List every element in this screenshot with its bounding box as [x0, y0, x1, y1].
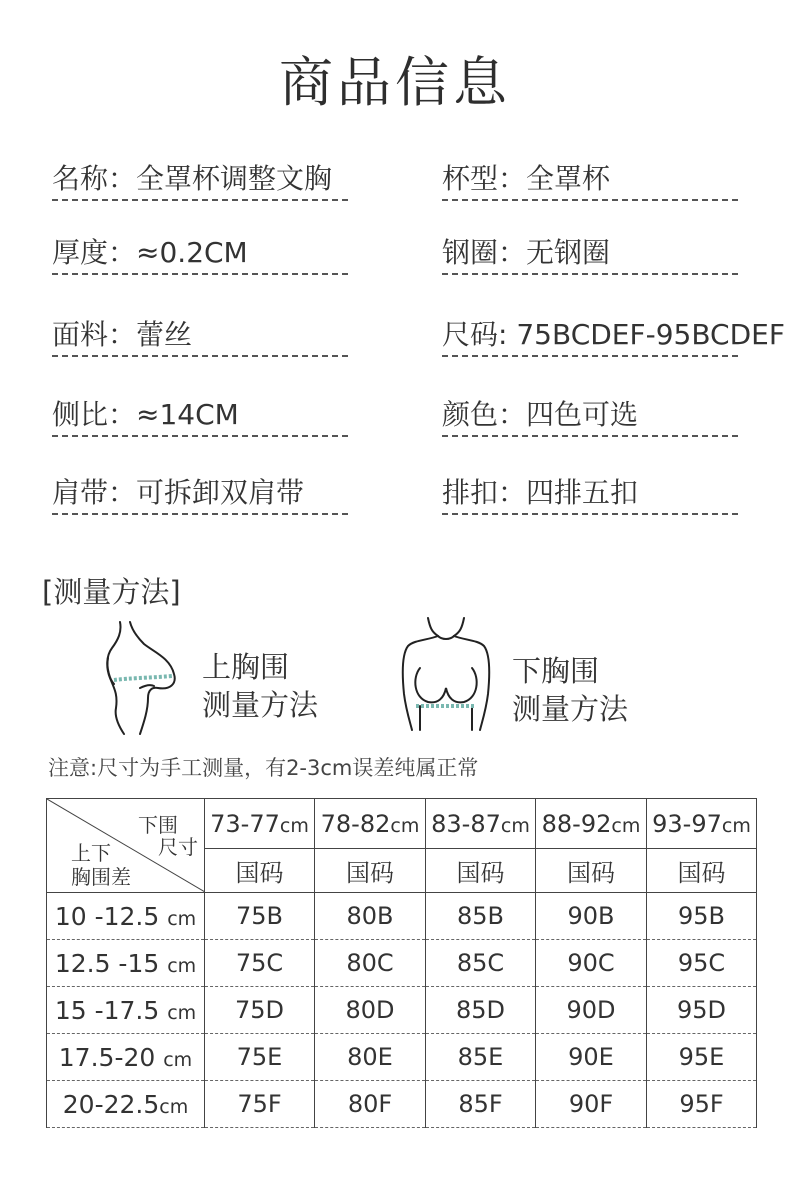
- size-cell: 95D: [647, 987, 757, 1034]
- corner-under-label: 下围: [138, 813, 178, 837]
- field-fabric: [52, 313, 348, 357]
- size-cell: 80B: [315, 893, 426, 940]
- column-range: [426, 799, 536, 849]
- range-unit: cm: [721, 814, 751, 837]
- field-name: [52, 157, 348, 201]
- table-row: [47, 1034, 757, 1081]
- row-diff: [47, 893, 205, 940]
- size-cell: 75B: [205, 893, 315, 940]
- range-unit: cm: [500, 814, 530, 837]
- column-code: 国码: [315, 849, 426, 893]
- diff-unit: cm: [167, 907, 197, 930]
- field-label: 肩带：: [52, 476, 137, 509]
- diff-unit: cm: [163, 1048, 193, 1071]
- lower-bust-label: [512, 652, 628, 728]
- field-label: 面料：: [52, 318, 137, 351]
- row-diff: [47, 987, 205, 1034]
- size-cell: 90D: [536, 987, 647, 1034]
- size-cell: 75C: [205, 940, 315, 987]
- size-cell: 75F: [205, 1081, 315, 1128]
- diff-unit: cm: [159, 1095, 189, 1118]
- corner-size-label: 尺寸: [158, 835, 198, 859]
- size-cell: 95C: [647, 940, 757, 987]
- table-row: [47, 893, 757, 940]
- field-label: 名称：: [52, 162, 137, 195]
- column-code: 国码: [205, 849, 315, 893]
- upper-bust-line2: 测量方法: [202, 688, 319, 722]
- table-row: [47, 1081, 757, 1128]
- field-hooks: [442, 471, 738, 515]
- size-cell: 95E: [647, 1034, 757, 1081]
- field-side: [52, 393, 348, 437]
- field-wire: [442, 231, 738, 275]
- column-code: 国码: [426, 849, 536, 893]
- upper-bust-label: [202, 648, 318, 724]
- size-cell: 85B: [426, 893, 536, 940]
- diff-value: 10 -12.5: [54, 901, 160, 931]
- table-corner-cell: [47, 799, 205, 893]
- diff-value: 17.5-20: [58, 1042, 156, 1072]
- lower-bust-figure-icon: [398, 614, 494, 732]
- field-value: 四排五扣: [526, 476, 639, 509]
- field-thickness: [52, 231, 348, 275]
- page-title: 商品信息: [279, 51, 511, 114]
- diff-value: 15 -17.5: [54, 995, 160, 1025]
- field-cup-type: [442, 157, 738, 201]
- corner-upper-lower-label: 上下: [71, 841, 111, 865]
- field-label: 尺码:: [442, 318, 517, 351]
- upper-bust-figure-icon: [100, 618, 180, 736]
- field-label: 厚度：: [52, 236, 137, 269]
- range-value: 78-82: [320, 809, 391, 838]
- field-value: 四色可选: [526, 398, 639, 431]
- row-diff: [47, 1081, 205, 1128]
- size-cell: 90F: [536, 1081, 647, 1128]
- field-value: ≈0.2CM: [136, 236, 248, 269]
- table-header-row: [47, 799, 757, 849]
- column-code: 国码: [647, 849, 757, 893]
- field-value: ≈14CM: [136, 398, 239, 431]
- range-unit: cm: [390, 814, 420, 837]
- field-strap: [52, 471, 348, 515]
- column-range: [315, 799, 426, 849]
- range-value: 88-92: [541, 809, 612, 838]
- field-value: 可拆卸双肩带: [136, 476, 305, 509]
- range-value: 93-97: [652, 809, 722, 838]
- size-cell: 80F: [315, 1081, 426, 1128]
- table-row: [47, 940, 757, 987]
- measure-note: 注意:尺寸为手工测量，有2-3cm误差纯属正常: [48, 756, 479, 780]
- lower-bust-line2: 测量方法: [512, 692, 629, 726]
- table-row: [47, 987, 757, 1034]
- measure-section-title: [测量方法]: [42, 575, 181, 609]
- size-cell: 95B: [647, 893, 757, 940]
- range-value: 73-77: [210, 809, 280, 838]
- field-label: 颜色：: [442, 398, 527, 431]
- size-cell: 95F: [647, 1081, 757, 1128]
- range-value: 83-87: [431, 809, 501, 838]
- size-cell: 85F: [426, 1081, 536, 1128]
- range-unit: cm: [611, 814, 641, 837]
- field-value: 无钢圈: [526, 236, 611, 269]
- size-cell: 75E: [205, 1034, 315, 1081]
- field-label: 排扣：: [442, 476, 527, 509]
- diff-value: 12.5 -15: [54, 948, 160, 978]
- row-diff: [47, 940, 205, 987]
- field-value: 全罩杯: [526, 162, 611, 195]
- field-value: 全罩杯调整文胸: [136, 162, 333, 195]
- corner-diff-label: 胸围差: [71, 865, 131, 889]
- column-range: [536, 799, 647, 849]
- upper-bust-line1: 上胸围: [202, 650, 290, 684]
- size-cell: 90B: [536, 893, 647, 940]
- field-color: [442, 393, 738, 437]
- size-cell: 80C: [315, 940, 426, 987]
- range-unit: cm: [279, 814, 309, 837]
- size-cell: 90E: [536, 1034, 647, 1081]
- size-cell: 80D: [315, 987, 426, 1034]
- column-range: [647, 799, 757, 849]
- size-cell: 85E: [426, 1034, 536, 1081]
- size-cell: 90C: [536, 940, 647, 987]
- diff-unit: cm: [167, 1001, 197, 1024]
- size-cell: 85C: [426, 940, 536, 987]
- size-table: [46, 798, 757, 1128]
- field-value: 蕾丝: [136, 318, 193, 351]
- field-label: 侧比：: [52, 398, 137, 431]
- row-diff: [47, 1034, 205, 1081]
- size-cell: 75D: [205, 987, 315, 1034]
- size-cell: 85D: [426, 987, 536, 1034]
- column-code: 国码: [536, 849, 647, 893]
- diff-unit: cm: [167, 954, 197, 977]
- lower-bust-line1: 下胸围: [512, 654, 600, 688]
- field-label: 杯型：: [442, 162, 527, 195]
- field-label: 钢圈：: [442, 236, 527, 269]
- size-cell: 80E: [315, 1034, 426, 1081]
- field-value: 75BCDEF-95BCDEF: [516, 318, 785, 351]
- column-range: [205, 799, 315, 849]
- field-size: [442, 313, 785, 357]
- diff-value: 20-22.5: [62, 1089, 160, 1119]
